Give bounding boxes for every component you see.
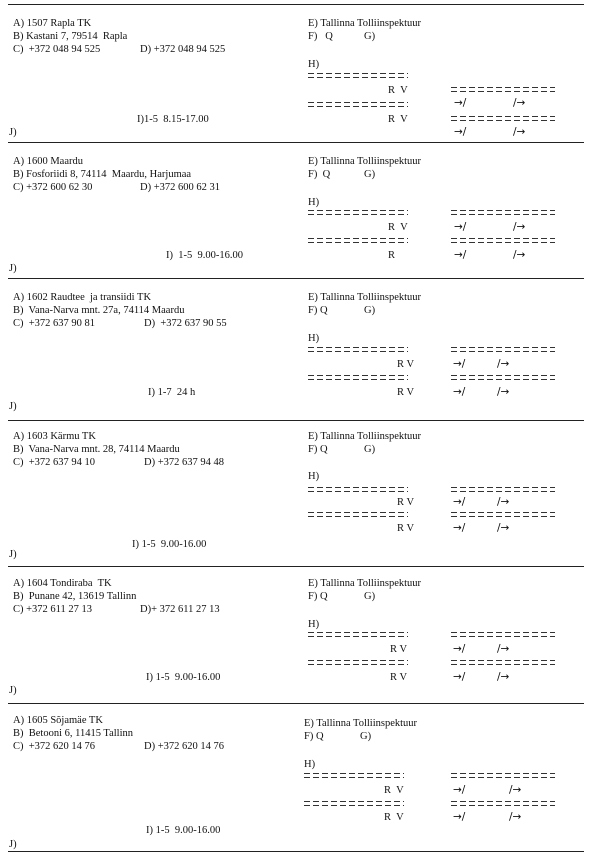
office-field-g: G) [364,444,376,455]
office-phone: C) +372 637 94 10 [13,457,96,468]
double-rule [451,512,555,518]
office-hours: I)1-5 8.15-17.00 [137,114,209,125]
office-field-h: H) [308,619,320,630]
double-rule [308,102,408,108]
office-hours: I) 1-7 24 h [148,387,196,398]
traffic-row-1: R V [388,85,408,96]
traffic-row-1: R V [384,785,404,796]
office-field-h: H) [308,471,320,482]
double-rule [304,773,404,779]
office-hours: I) 1-5 9.00-16.00 [132,539,207,550]
arrow-in-icon: →/ [454,97,467,109]
double-rule [308,660,408,666]
office-fax: D) +372 620 14 76 [144,741,225,752]
office-fax: D) +372 637 90 55 [144,318,227,329]
arrow-out-icon: /→ [497,358,510,370]
arrow-in-icon: →/ [453,496,466,508]
double-rule [308,347,408,353]
bottom-rule [8,851,584,852]
office-hours: I) 1-5 9.00-16.00 [166,250,243,261]
office-field-j: J) [9,685,17,696]
arrow-in-icon: →/ [454,249,467,261]
office-address: B) Kastani 7, 79514 Rapla [13,31,128,42]
double-rule [308,210,408,216]
double-rule [451,210,555,216]
office-phone: C) +372 600 62 30 [13,182,93,193]
office-name: A) 1604 Tondiraba TK [13,578,112,589]
traffic-row-1: R V [397,497,415,508]
office-authority: E) Tallinna Tolliinspektuur [308,18,422,29]
office-field-j: J) [9,549,17,560]
office-field-h: H) [308,59,320,70]
arrow-in-icon: →/ [453,358,466,370]
traffic-row-1: R V [397,359,415,370]
office-field-g: G) [364,305,376,316]
office-hours: I) 1-5 9.00-16.00 [146,825,221,836]
office-phone: C) +372 048 94 525 [13,44,101,55]
office-field-j: J) [9,401,17,412]
office-field-h: H) [304,759,316,770]
office-field-g: G) [364,169,376,180]
office-field-f: F) Q [304,731,324,742]
double-rule [451,773,555,779]
office-hours: I) 1-5 9.00-16.00 [146,672,221,683]
office-name: A) 1603 Kärmu TK [13,431,96,442]
entry-divider [8,278,584,279]
double-rule [308,632,408,638]
traffic-row-2: R V [390,672,408,683]
office-address: B) Vana-Narva mnt. 28, 74114 Maardu [13,444,180,455]
entry-divider [8,420,584,421]
office-field-f: F) Q [308,444,328,455]
office-authority: E) Tallinna Tolliinspektuur [308,292,422,303]
arrow-out-icon: /→ [497,522,510,534]
arrow-out-icon: /→ [513,221,526,233]
office-field-g: G) [364,31,376,42]
traffic-row-2: R [388,250,396,261]
double-rule [451,660,555,666]
arrow-out-icon: /→ [497,671,510,683]
arrow-out-icon: /→ [497,386,510,398]
office-address: B) Punane 42, 13619 Tallinn [13,591,137,602]
arrow-in-icon: →/ [454,126,467,138]
office-fax: D) +372 637 94 48 [144,457,225,468]
office-field-f: F) Q [308,169,331,180]
office-address: B) Betooni 6, 11415 Tallinn [13,728,134,739]
traffic-row-2: R V [388,114,408,125]
traffic-row-1: R V [388,222,408,233]
double-rule [451,238,555,244]
arrow-out-icon: /→ [513,97,526,109]
double-rule [308,512,408,518]
office-phone: C) +372 637 90 81 [13,318,96,329]
arrow-in-icon: →/ [453,671,466,683]
office-address: B) Vana-Narva mnt. 27a, 74114 Maardu [13,305,185,316]
double-rule [304,801,404,807]
arrow-out-icon: /→ [513,249,526,261]
double-rule [308,487,408,493]
office-authority: E) Tallinna Tolliinspektuur [308,431,422,442]
office-field-j: J) [9,839,17,850]
office-field-f: F) Q [308,591,328,602]
office-fax: D)+ 372 611 27 13 [140,604,220,615]
double-rule [308,73,408,79]
office-field-h: H) [308,333,320,344]
arrow-in-icon: →/ [453,643,466,655]
office-field-g: G) [360,731,372,742]
arrow-in-icon: →/ [453,784,466,796]
office-fax: D) +372 048 94 525 [140,44,226,55]
double-rule [308,375,408,381]
office-phone: C) +372 611 27 13 [13,604,93,615]
office-name: A) 1507 Rapla TK [13,18,92,29]
office-authority: E) Tallinna Tolliinspektuur [308,578,422,589]
arrow-out-icon: /→ [509,784,522,796]
entry-divider [8,703,584,704]
traffic-row-2: R V [397,523,415,534]
double-rule [451,632,555,638]
office-name: A) 1605 Sõjamäe TK [13,715,103,726]
office-fax: D) +372 600 62 31 [140,182,221,193]
office-address: B) Fosforiidi 8, 74114 Maardu, Harjumaa [13,169,192,180]
office-name: A) 1600 Maardu [13,156,83,167]
arrow-in-icon: →/ [454,221,467,233]
traffic-row-2: R V [397,387,415,398]
traffic-row-2: R V [384,812,404,823]
double-rule [451,87,555,93]
office-phone: C) +372 620 14 76 [13,741,96,752]
double-rule [451,347,555,353]
double-rule [308,238,408,244]
arrow-out-icon: /→ [513,126,526,138]
arrow-in-icon: →/ [453,386,466,398]
office-authority: E) Tallinna Tolliinspektuur [308,156,422,167]
double-rule [451,801,555,807]
traffic-row-1: R V [390,644,408,655]
arrow-in-icon: →/ [453,811,466,823]
office-field-j: J) [9,127,17,138]
office-field-h: H) [308,197,320,208]
double-rule [451,487,555,493]
office-field-f: F) Q [308,305,328,316]
office-name: A) 1602 Raudtee ja transiidi TK [13,292,152,303]
office-field-j: J) [9,263,17,274]
office-field-f: F) Q [308,31,333,42]
double-rule [451,375,555,381]
entry-divider [8,566,584,567]
arrow-out-icon: /→ [497,496,510,508]
office-authority: E) Tallinna Tolliinspektuur [304,718,418,729]
top-rule [8,4,584,5]
arrow-out-icon: /→ [497,643,510,655]
office-field-g: G) [364,591,376,602]
arrow-in-icon: →/ [453,522,466,534]
arrow-out-icon: /→ [509,811,522,823]
double-rule [451,116,555,122]
entry-divider [8,142,584,143]
